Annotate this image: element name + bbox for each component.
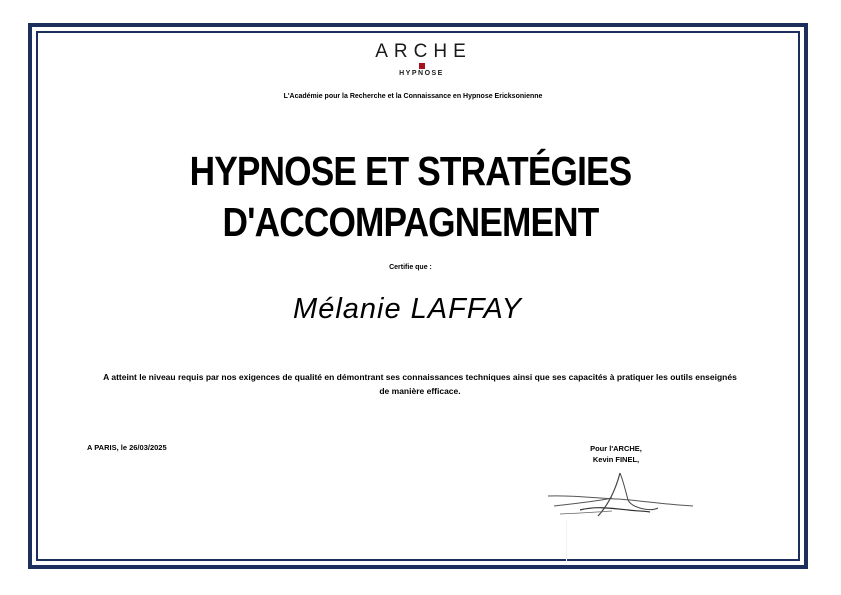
certificate-title: [57, 146, 763, 248]
logo-square-icon: [419, 63, 425, 69]
logo-name: ARCHE: [375, 41, 472, 62]
signatory-block: [556, 443, 676, 465]
title-line-2: D'ACCOMPAGNEMENT: [222, 199, 599, 245]
signature-faint-mark: [566, 520, 567, 562]
logo-subtitle: HYPNOSE: [399, 70, 444, 77]
academy-line: L'Académie pour la Recherche et la Connaissance en Hypnose Ericksonienne: [283, 93, 543, 100]
statement-line-2: de manière efficace.: [379, 386, 461, 396]
statement-line-1: A atteint le niveau requis par nos exigences de qualité en démontrant ses connaissances techniques ainsi que ses capacités à pratiquer les outils enseignés: [103, 372, 737, 382]
recipient-name: Mélanie LAFFAY: [293, 293, 522, 325]
handwritten-signature: [540, 468, 700, 524]
certifies-label: Certifie que :: [389, 264, 432, 271]
place-and-date: A PARIS, le 26/03/2025: [87, 443, 167, 452]
signatory-line-1: Pour l'ARCHE,: [590, 444, 642, 453]
achievement-statement: [40, 370, 800, 398]
title-line-1: HYPNOSE ET STRATÉGIES: [189, 148, 632, 194]
arche-logo: [0, 41, 841, 78]
signatory-line-2: Kevin FINEL,: [592, 455, 640, 464]
